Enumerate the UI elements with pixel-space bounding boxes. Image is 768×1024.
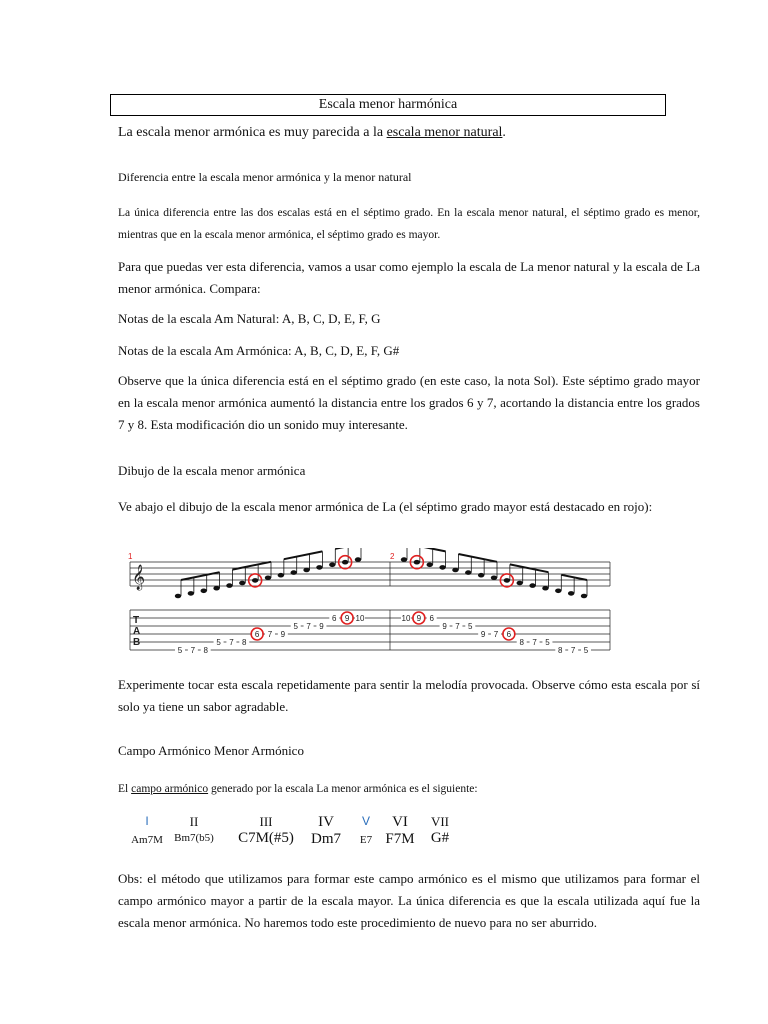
m1-tab-fret-5: 7 <box>229 638 234 647</box>
campo-text: El <box>118 783 132 795</box>
m2-tab-fret-11: 7 <box>532 638 537 647</box>
m1-note-head-11 <box>303 568 309 573</box>
m2-tab-fret-14: 7 <box>570 646 576 655</box>
paragraph-diferencia: La única diferencia entre las dos escalas está en el séptimo grado. En la escala menor natural, el séptimo grado es menor, mientras que en la escala menor armónica, el séptimo grado es mayor. <box>118 207 700 241</box>
notes-harmonic: Notas de la escala Am Armónica: A, B, C, D, E, F, G# <box>118 343 400 358</box>
m2-tab-fret-8: 7 <box>493 630 499 639</box>
notes-natural: Notas de la escala Am Natural: A, B, C, D, E, F, G <box>118 311 381 326</box>
m2-tab-fret-1: 10 <box>401 614 411 623</box>
m1-tab-fret-11: 7 <box>306 622 311 631</box>
treble-clef-icon: 𝄞 <box>132 564 146 589</box>
m1-note-head-4 <box>213 586 219 591</box>
chord-degree: VII <box>430 814 450 829</box>
chord-7 <box>420 814 460 847</box>
m2-note-head-1 <box>401 557 407 562</box>
chord-name: C7M(#5) <box>238 830 294 846</box>
chord-3 <box>234 814 298 847</box>
m1-tab-fret-2: 7 <box>190 646 196 655</box>
m1-tab-fret-4: 5 <box>216 638 221 647</box>
paragraph-compara: Para que puedas ver esta diferencia, vamos a usar como ejemplo la escala de La menor natural y la escala de La menor armónica. Compara: <box>118 259 700 296</box>
chord-name: Am7M <box>131 834 163 846</box>
m1-tab-fret-13: 6 <box>332 614 337 623</box>
chord-degree: VI <box>392 814 408 830</box>
heading-diferencia: Diferencia entre la escala menor armónica y la menor natural <box>118 170 412 184</box>
m1-note-head-3 <box>201 589 207 594</box>
m2-note-head-7 <box>478 573 484 578</box>
heading-campo: Campo Armónico Menor Armónico <box>118 743 304 758</box>
m2-note-head-13 <box>555 589 561 594</box>
scale-tablature <box>124 548 614 656</box>
m1-tab-fret-8: 7 <box>267 630 273 639</box>
m1-tab-fret-3: 8 <box>203 646 208 655</box>
m1-note-head-5 <box>226 583 232 588</box>
tab-frets <box>175 612 591 655</box>
m2-tab-fret-10: 8 <box>519 638 524 647</box>
m1-note-head-13 <box>329 563 335 568</box>
m2-beam <box>407 548 446 551</box>
chord-1 <box>122 814 172 846</box>
m2-note-head-9 <box>504 578 510 583</box>
measure-1-number: 1 <box>128 552 133 561</box>
paragraph-observe: Observe que la única diferencia está en el séptimo grado (en este caso, la nota Sol). Este séptimo grado mayor en la escala menor armónica aumentó la distancia entre los grados 6 y 7, acortando la distancia entre los grados 7 y 8. Esta modificación dio un sonido muy interesante. <box>118 373 700 432</box>
m1-note-head-1 <box>175 594 181 599</box>
chord-name: G# <box>430 830 450 846</box>
m2-tab-fret-4: 9 <box>442 622 447 631</box>
m1-beam <box>181 572 220 580</box>
tab-letter-b: B <box>133 637 141 648</box>
escala-menor-natural-link[interactable]: escala menor natural <box>386 125 503 140</box>
intro-paragraph <box>118 122 700 144</box>
m2-note-head-2 <box>414 560 420 565</box>
m2-note-head-4 <box>439 565 445 570</box>
paragraph-obs: Obs: el método que utilizamos para formar este campo armónico es el mismo que utilizamos para formar el campo armónico mayor a partir de la escala mayor. La única diferencia es que la escala utilizada aquí fue la escala menor armónica. No haremos todo este procedimiento de nuevo para no ser aburrido. <box>118 871 700 930</box>
m1-tab-fret-7: 6 <box>254 630 260 639</box>
m1-note-head-2 <box>188 591 194 596</box>
campo-armonico-link[interactable]: campo armónico <box>131 783 209 795</box>
m2-tab-fret-6: 5 <box>468 622 473 631</box>
intro-end: . <box>502 125 506 140</box>
music-staff <box>130 562 610 586</box>
m1-beam <box>232 562 271 570</box>
chord-6 <box>380 814 420 848</box>
m1-tab-fret-15: 10 <box>355 614 365 623</box>
m2-note-head-8 <box>491 576 497 581</box>
chord-degree: II <box>189 814 199 829</box>
measure-2-number: 2 <box>390 552 395 561</box>
page-title: Escala menor harmónica <box>110 94 666 116</box>
m1-tab-fret-12: 9 <box>319 622 324 631</box>
chord-name: E7 <box>359 834 373 846</box>
m1-note-head-9 <box>278 573 284 578</box>
m2-note-head-6 <box>465 570 471 575</box>
m1-note-head-10 <box>291 570 297 575</box>
m2-note-head-3 <box>427 563 433 568</box>
m2-note-head-11 <box>529 583 535 588</box>
m2-tab-fret-3: 6 <box>429 614 434 623</box>
m1-note-head-8 <box>265 576 271 581</box>
m2-beam <box>458 554 497 562</box>
intro-text: La escala menor armónica es muy parecida a la <box>118 125 387 140</box>
paragraph-dibujo: Ve abajo el dibujo de la escala menor armónica de La (el séptimo grado mayor está destacado en rojo): <box>118 499 653 514</box>
chord-5 <box>352 814 380 846</box>
heading-dibujo: Dibujo de la escala menor armónica <box>118 463 306 478</box>
m2-tab-fret-7: 9 <box>480 630 486 639</box>
tab-letter-t: T <box>133 615 140 626</box>
m2-tab-fret-2: 9 <box>416 614 422 623</box>
m2-note-head-12 <box>542 586 548 591</box>
staff-notes <box>175 548 587 598</box>
m1-note-head-7 <box>252 578 258 583</box>
m1-tab-fret-10: 5 <box>293 622 298 631</box>
m1-tab-fret-6: 8 <box>242 638 247 647</box>
chord-degree: IV <box>318 814 334 830</box>
chord-degree: I <box>145 814 149 828</box>
chord-field <box>118 814 478 854</box>
m1-tab-fret-14: 9 <box>344 614 350 623</box>
m2-tab-fret-13: 8 <box>558 646 563 655</box>
m2-tab-fret-9: 6 <box>506 630 512 639</box>
m2-tab-fret-12: 5 <box>545 638 550 647</box>
chord-name: F7M <box>385 831 415 847</box>
m2-tab-fret-5: 7 <box>455 622 460 631</box>
m2-note-head-15 <box>581 594 587 599</box>
tab-letter-a: A <box>133 626 141 637</box>
m2-note-head-10 <box>517 581 523 586</box>
chord-degree: III <box>259 814 273 829</box>
m2-note-head-14 <box>568 591 574 596</box>
m1-tab-fret-9: 9 <box>280 630 286 639</box>
m1-note-head-14 <box>342 560 348 565</box>
chord-4 <box>306 814 346 848</box>
m2-note-head-5 <box>452 568 458 573</box>
chord-2 <box>168 814 220 844</box>
chord-degree: V <box>361 814 370 828</box>
chord-name: Dm7 <box>311 831 341 847</box>
m1-note-head-6 <box>239 581 245 586</box>
m1-beam <box>284 551 323 559</box>
paragraph-experimente: Experimente tocar esta escala repetidamente para sentir la melodía provocada. Observe cómo esta escala por sí solo ya tiene un sabor agradable. <box>118 677 700 714</box>
campo-end: generado por la escala La menor armónica es el siguiente: <box>208 783 478 795</box>
m2-tab-fret-15: 5 <box>583 646 589 655</box>
paragraph-campo <box>118 778 700 800</box>
m1-tab-fret-1: 5 <box>177 646 183 655</box>
chord-name: Bm7(b5) <box>174 832 214 844</box>
m1-note-head-15 <box>355 557 361 562</box>
m1-note-head-12 <box>316 565 322 570</box>
